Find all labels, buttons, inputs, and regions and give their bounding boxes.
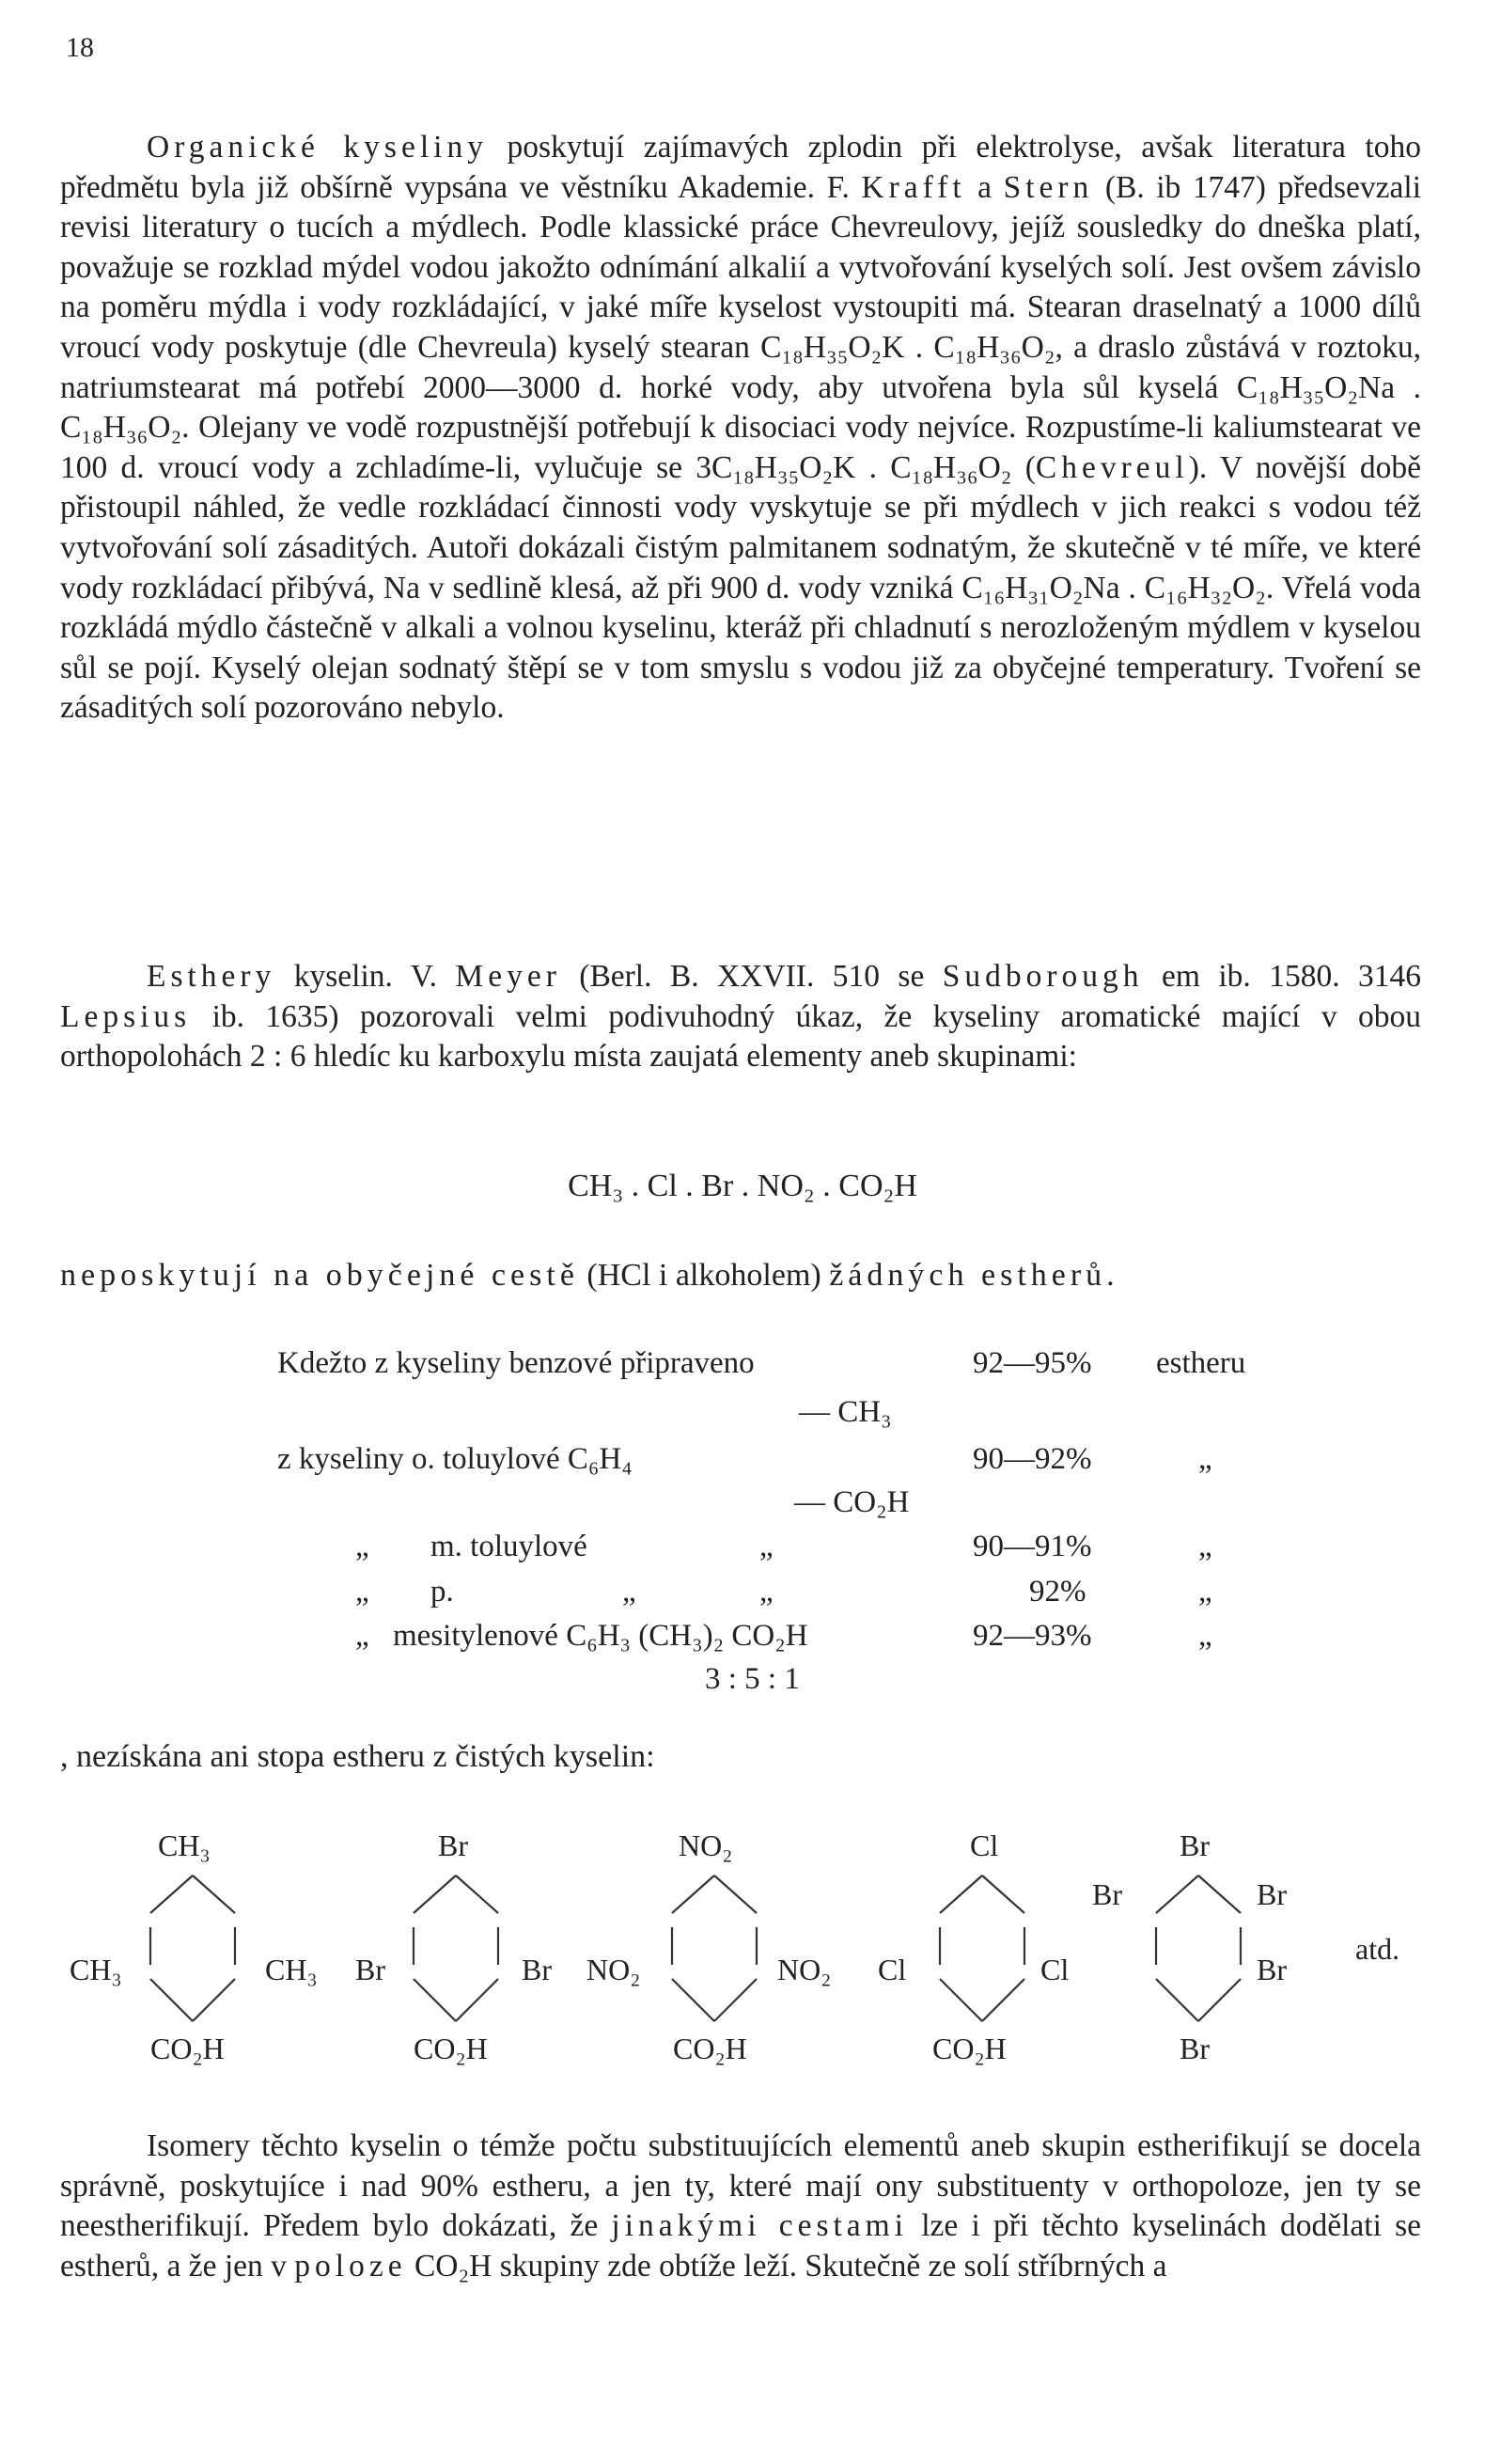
row4-ditto-b: „ — [759, 1575, 774, 1609]
row3-label: m. toluylové — [430, 1530, 587, 1563]
paragraph-text: em ib. 1580. 3146 — [1143, 959, 1421, 994]
spaced-text: poloze — [294, 2248, 407, 2284]
struct3-top: NO₂ — [679, 1828, 733, 1862]
struct1-right: CH₃ — [265, 1953, 318, 1986]
row5-label: mesitylenové C₆H₃ (CH₃)₂ CO₂H — [393, 1619, 808, 1653]
paragraph-text: lze i při těchto kyselinách dodělati se estherů, a že jen v — [60, 2208, 1421, 2284]
etc-label: atd. — [1355, 1932, 1400, 1966]
author-name: Stern — [1003, 169, 1094, 205]
row1-value: 92—95% — [973, 1346, 1092, 1380]
struct4-right: Cl — [1040, 1953, 1070, 1986]
row2-value: 90—92% — [973, 1442, 1092, 1476]
row5-ditto-mark: „ — [355, 1619, 369, 1653]
row3-ditto-2: „ — [1198, 1530, 1212, 1563]
paragraph-text: (HCl i alkoholem) — [578, 1258, 830, 1293]
struct3-bottom: CO₂H — [673, 2032, 747, 2065]
struct5-bottom: Br — [1180, 2032, 1210, 2065]
struct5-right: Br — [1257, 1953, 1287, 1986]
paragraph-text: CO₂H skupiny zde obtíže leží. Skutečně ze solí stříbrných a — [406, 2248, 1167, 2284]
paragraph-text: (B. ib 1747) předsevzali revisi literatury o tucích a mýdlech. Podle klassické práce Chevreulovy, jejíž sousledky do dneška platí, považuje se rozklad mýdel vodou jakožto odnímání alkalií a vytvořování kyselých solí. Jest ovšem závislo na poměru mýdla i vody rozkládající, v jaké míře kyselost vystoupiti má. Stearan draselnatý a 1000 dílů vroucí vody poskytuje (dle Chevreula) kyselý stearan C₁₈H₃₅O₂K . C₁₈H₃₆O₂, a draslo zůstává v roztoku, natriumstearat má potřebí 2000—3000 d. horké vody, aby utvořena byla sůl kyselá C₁₈H₃₅O₂Na . C₁₈H₃₆O₂. Olejany ve vodě rozpustnější potřebují k disociaci vody nejvíce. Rozpustíme-li kaliumstearat ve 100 d. vroucí vody a zchladíme-li, vylučuje se 3C₁₈H₃₅O₂K . C₁₈H₃₆O₂ ( — [60, 169, 1422, 485]
benzene-ring-2 — [404, 1871, 508, 2031]
paragraph-text: kyselin. V. — [275, 959, 456, 994]
struct4-left: Cl — [878, 1953, 907, 1986]
spaced-text: jinakými cestami — [611, 2208, 909, 2244]
row2-ditto: „ — [1198, 1442, 1212, 1476]
row3-ditto-mark: „ — [355, 1530, 369, 1563]
paragraph-text: a — [965, 169, 1004, 205]
row5-ditto: „ — [1198, 1619, 1212, 1653]
benzene-ring-5 — [1147, 1871, 1250, 2031]
author-name: Chevreul — [1035, 449, 1189, 485]
paragraph-text: ib. 1635) pozorovali velmi podivuhodný úkaz, že kyseliny aromatické mající v obou orthopolohách 2 : 6 hledíc ku karboxylu místa zaujatá elementy aneb skupinami: — [60, 998, 1421, 1075]
row1-unit: estheru — [1156, 1346, 1246, 1380]
struct3-left: NO₂ — [586, 1953, 641, 1986]
struct1-bottom: CO₂H — [150, 2032, 225, 2065]
paragraph-text: poskytují zajímavých zplodin při elektrolyse, avšak literatura toho předmětu byla již obšírně vypsána ve věstníku Akademie. F. — [60, 130, 1421, 205]
paragraph-isomers — [60, 2127, 1421, 2286]
row3-value: 90—91% — [973, 1530, 1092, 1563]
paragraph-text: (Berl. B. XXVII. 510 se — [560, 959, 943, 994]
author-name: Meyer — [455, 959, 561, 994]
substituent-formula: CH₃ . Cl . Br . NO₂ . CO₂H — [568, 1169, 917, 1203]
struct2-left: Br — [355, 1953, 385, 1986]
spaced-heading: Esthery — [147, 959, 276, 994]
struct5-upright: Br — [1257, 1877, 1287, 1911]
spaced-text: neposkytují na obyčejné cestě — [60, 1258, 579, 1293]
spaced-heading: Organické kyseliny — [147, 130, 488, 165]
row2-label: z kyseliny o. toluylové C₆H₄ — [277, 1442, 633, 1476]
struct1-left: CH₃ — [70, 1953, 122, 1986]
row2-bottom-group: — CO₂H — [794, 1485, 910, 1519]
struct2-top: Br — [438, 1828, 468, 1862]
row5-value: 92—93% — [973, 1619, 1092, 1653]
structures-intro: , nezískána ani stopa estheru z čistých kyselin: — [60, 1739, 655, 1774]
paragraph-text: ). V novější době přistoupil náhled, že vedle rozkládací činnosti vody vyskytuje se při mýdlech v jich reakci s vodou též vytvořování solí zásaditých. Autoři dokázali čistým palmitanem sodnatým, že skutečně v té míře, ve které vody rozkládací přibývá, Na v sedlině klesá, až při 900 d. vody vzniká C₁₆H₃₁O₂Na . C₁₆H₃₂O₂. Vřelá voda rozkládá mýdlo částečně v alkali a volnou kyselinu, kteráž při chladnutí s nerozloženým mýdlem v kyselou sůl se pojí. Kyselý olejan sodnatý štěpí se v tom smyslu s vodou již za obyčejné temperatury. Tvoření se zásaditých solí pozorováno nebylo. — [60, 449, 1422, 726]
row2-top-group: — CH₃ — [799, 1395, 892, 1429]
struct3-right: NO₂ — [777, 1953, 832, 1986]
struct1-top: CH₃ — [158, 1828, 211, 1862]
benzene-ring-4 — [930, 1871, 1034, 2031]
author-name: Krafft — [861, 169, 966, 205]
row4-ditto-2: „ — [1198, 1575, 1212, 1609]
paragraph-text: Isomery těchto kyselin o témže počtu substituujících elementů aneb skupin estherifikují se docela správně, poskytujíce i nad 90% estheru, a jen ty, které mají ony substituenty v orthopoloze, jen ty se neestherifikují. Předem bylo dokázati, že — [60, 2128, 1421, 2244]
benzene-ring-1 — [141, 1871, 244, 2031]
benzene-structures — [0, 1819, 1485, 2111]
benzene-ring-3 — [663, 1871, 766, 2031]
row4-value: 92% — [1029, 1575, 1086, 1609]
struct2-right: Br — [522, 1953, 552, 1986]
struct4-top: Cl — [970, 1828, 999, 1862]
page-number: 18 — [66, 32, 94, 63]
row3-ditto: „ — [759, 1530, 774, 1563]
struct4-bottom: CO₂H — [932, 2032, 1007, 2065]
struct5-upleft: Br — [1092, 1877, 1122, 1911]
row4-ditto: „ — [622, 1575, 636, 1609]
row4-ditto-mark: „ — [355, 1575, 369, 1609]
struct2-bottom: CO₂H — [414, 2032, 488, 2065]
row4-label: p. — [430, 1575, 454, 1609]
author-name: Lepsius — [60, 998, 192, 1034]
row6-ratio: 3 : 5 : 1 — [705, 1662, 800, 1696]
author-name: Sudborough — [942, 959, 1144, 994]
row1-label: Kdežto z kyseliny benzové připraveno — [277, 1346, 755, 1380]
struct5-top: Br — [1180, 1828, 1210, 1862]
spaced-text: žádných estherů. — [829, 1258, 1119, 1293]
